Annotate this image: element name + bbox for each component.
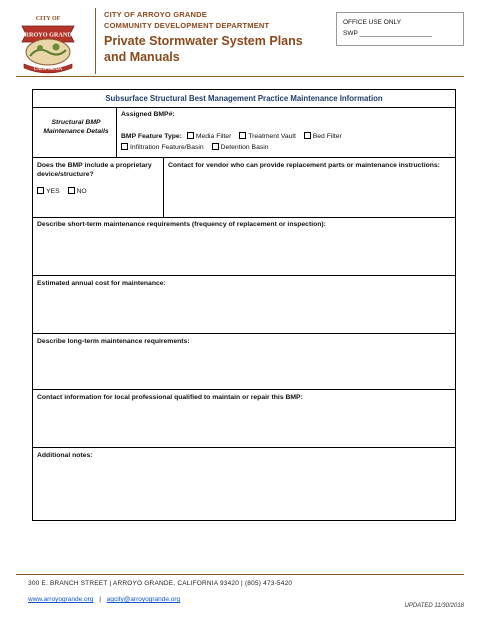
feature-type-label: BMP Feature Type: xyxy=(121,133,182,140)
footer-links xyxy=(28,596,180,603)
divider xyxy=(33,157,455,158)
option-yes[interactable]: YES xyxy=(37,188,60,195)
yes-no-options xyxy=(37,187,93,195)
maintenance-form xyxy=(32,89,456,521)
divider xyxy=(163,157,164,217)
long-term-field[interactable]: Describe long-term maintenance requirements: xyxy=(37,338,190,345)
office-use-label: OFFICE USE ONLY xyxy=(343,19,402,26)
divider xyxy=(33,275,455,276)
swp-field[interactable]: SWP ____________________ xyxy=(343,30,432,37)
city-seal-logo xyxy=(16,12,80,74)
bmp-details-label: Structural BMP Maintenance Details xyxy=(43,119,109,135)
assigned-bmp-field[interactable]: Assigned BMP#: xyxy=(121,111,175,118)
page-title-line2: and Manuals xyxy=(104,50,180,64)
divider xyxy=(33,389,455,390)
svg-text:ARROYO GRANDE: ARROYO GRANDE xyxy=(20,31,76,39)
header-divider xyxy=(95,8,96,74)
annual-cost-field[interactable]: Estimated annual cost for maintenance: xyxy=(37,280,166,287)
website-link[interactable]: www.arroyogrande.org xyxy=(28,596,94,603)
office-use-box xyxy=(336,12,464,46)
link-separator: | xyxy=(99,596,101,603)
feature-type-row xyxy=(121,131,451,153)
footer-address: 300 E. BRANCH STREET | ARROYO GRANDE, CALIFORNIA 93420 | (805) 473-5420 xyxy=(28,580,293,587)
notes-field[interactable]: Additional notes: xyxy=(37,452,93,459)
department-name: COMMUNITY DEVELOPMENT DEPARTMENT xyxy=(104,21,270,30)
short-term-field[interactable]: Describe short-term maintenance requirements (frequency of replacement or inspection): xyxy=(37,221,326,228)
email-link[interactable]: agcity@arroyogrande.org xyxy=(106,596,181,603)
divider xyxy=(33,333,455,334)
page-title-line1: Private Stormwater System Plans xyxy=(104,34,303,48)
option-no[interactable]: NO xyxy=(68,188,87,195)
local-professional-field[interactable]: Contact information for local professional qualified to maintain or repair this BMP: xyxy=(37,394,303,401)
city-name: CITY OF ARROYO GRANDE xyxy=(104,10,207,19)
checkbox[interactable] xyxy=(68,187,75,194)
divider xyxy=(33,107,455,108)
vendor-contact-field[interactable]: Contact for vendor who can provide replacement parts or maintenance instructions: xyxy=(168,162,440,169)
option-bed-filter[interactable]: Bed Filter xyxy=(304,133,342,140)
updated-date: UPDATED 11/30/2018 xyxy=(404,603,464,609)
checkbox[interactable] xyxy=(304,132,311,139)
option-detention-basin[interactable]: Detention Basin xyxy=(212,144,269,151)
footer-rule xyxy=(16,574,464,575)
divider xyxy=(33,447,455,448)
checkbox[interactable] xyxy=(187,132,194,139)
divider xyxy=(116,107,117,157)
proprietary-question: Does the BMP include a proprietary device/structure? xyxy=(37,162,152,178)
checkbox[interactable] xyxy=(121,143,128,150)
option-infiltration[interactable]: Infiltration Feature/Basin xyxy=(121,144,204,151)
option-treatment-vault[interactable]: Treatment Vault xyxy=(239,133,296,140)
svg-text:CALIFORNIA: CALIFORNIA xyxy=(33,66,63,71)
divider xyxy=(33,217,455,218)
header-rule xyxy=(16,76,464,77)
form-title: Subsurface Structural Best Management Practice Maintenance Information xyxy=(105,94,383,103)
checkbox[interactable] xyxy=(239,132,246,139)
checkbox[interactable] xyxy=(212,143,219,150)
svg-text:CITY OF: CITY OF xyxy=(35,16,61,22)
checkbox[interactable] xyxy=(37,187,44,194)
option-media-filter[interactable]: Media Filter xyxy=(187,133,232,140)
